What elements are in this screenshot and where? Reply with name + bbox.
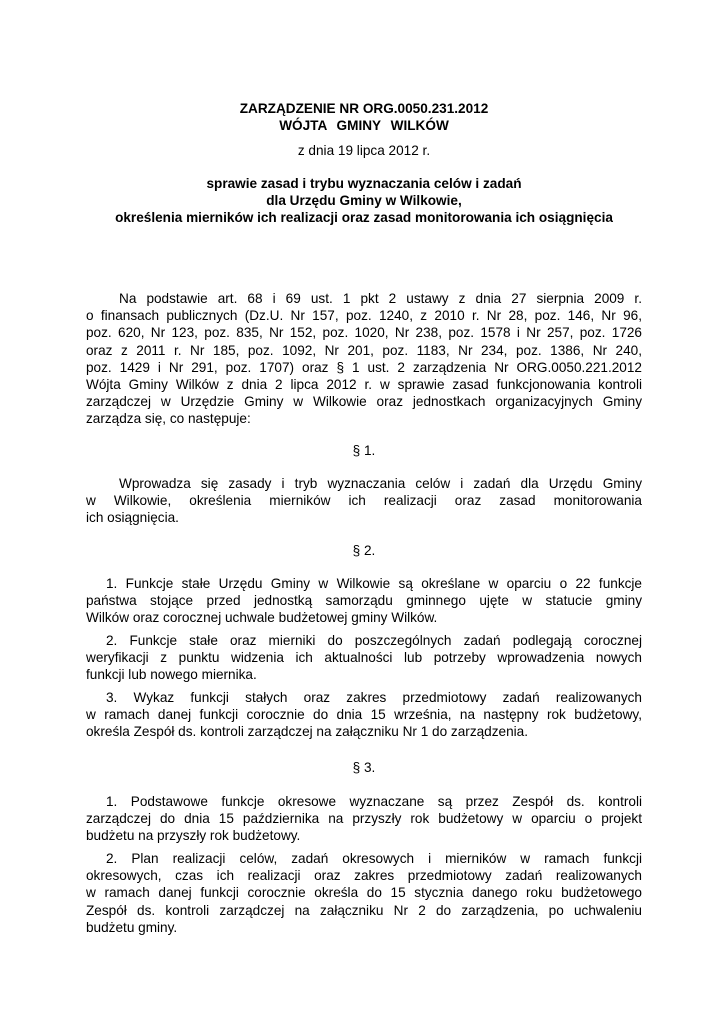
text-line: Na podstawie art. 68 i 69 ust. 1 pkt 2 ustawy z dnia 27 sierpnia 2009 r. [119,291,642,306]
section-paragraph [86,475,642,527]
text-line: zarządczej do dnia 15 października na przyszły rok budżetowy w oparciu o projekt [86,811,642,827]
text-line: Zespół ds. kontroli zarządczej na załączniku Nr 2 do zarządzenia, po uchwaleniu [86,902,642,918]
text-line: państwa stojące przed jednostką samorządu gminnego ujęte w statucie gminy [86,593,642,609]
text-line: budżetu gminy. [86,919,178,935]
text-line: poz. 1429 i Nr 291, poz. 1707) oraz § 1 ust. 2 zarządzenia Nr ORG.0050.221.2012 [86,359,642,375]
text-line: zarządza się, co następuje: [86,411,251,427]
text-line: określa Zespół ds. kontroli zarządczej na załączniku Nr 1 do zarządzenia. [86,724,529,740]
document-title: ZARZĄDZENIE NR ORG.0050.231.2012 [239,101,489,116]
section-heading: § 2. [352,543,376,558]
text-line: Wprowadza się zasady i tryb wyznaczania celów i zadań dla Urzędu Gminy [119,476,642,491]
issuer-title: WÓJTA GMINY WILKÓW [279,118,449,133]
text-line: okresowych, czas ich realizacji oraz zakres przedmiotowy zadań realizowanych [86,868,642,884]
text-line: funkcji lub nowego miernika. [86,667,257,683]
section-paragraph [86,632,642,684]
text-line: zarządczej w Urzędzie Gminy w Wilkowie oraz jednostkach organizacyjnych Gminy [86,394,642,410]
section-heading: § 3. [352,760,376,775]
section-heading: § 1. [352,443,376,458]
section-paragraph [86,575,642,627]
text-line: w ramach danej funkcji corocznie do dnia 15 września, na następny rok budżetowy, [86,707,642,723]
text-line: ich osiągnięcia. [86,510,179,526]
text-line: 3. Wykaz funkcji stałych oraz zakres przedmiotowy zadań realizowanych [106,690,642,705]
text-line: 1. Funkcje stałe Urzędu Gminy w Wilkowie są określane w oparciu o 22 funkcje [106,576,642,591]
text-line: o finansach publicznych (Dz.U. Nr 157, poz. 1240, z 2010 r. Nr 28, poz. 146, Nr 96, [86,308,642,324]
text-line: 2. Funkcje stałe oraz mierniki do poszczególnych zadań podlegają corocznej [106,633,642,648]
section-paragraph [86,689,642,741]
text-line: 1. Podstawowe funkcje okresowe wyznaczane są przez Zespół ds. kontroli [106,794,642,809]
text-line: 2. Plan realizacji celów, zadań okresowych i mierników w ramach funkcji [106,851,642,866]
text-line: w ramach danej funkcji corocznie określa do 15 stycznia danego roku budżetowego [86,885,642,901]
subject-line: sprawie zasad i trybu wyznaczania celów i zadań [206,176,522,191]
section-paragraph [86,793,642,845]
section-paragraph [86,850,642,936]
subject-line: dla Urzędu Gminy w Wilkowie, [266,193,462,209]
text-line: oraz z 2011 r. Nr 185, poz. 1092, Nr 201, poz. 1183, Nr 234, poz. 1386, Nr 240, [86,342,642,358]
text-line: weryfikacji z punktu widzenia ich aktualności lub potrzeby wprowadzenia nowych [86,650,642,666]
text-line: w Wilkowie, określenia mierników ich realizacji oraz zasad monitorowania [86,493,642,509]
subject-line: określenia mierników ich realizacji oraz zasad monitorowania ich osiągnięcia [115,210,613,226]
document-subject [86,175,642,227]
text-line: Wójta Gminy Wilków z dnia 2 lipca 2012 r. w sprawie zasad funkcjonowania kontroli [86,377,642,393]
preamble-paragraph [86,290,642,428]
text-line: budżetu na przyszły rok budżetowy. [86,828,301,844]
text-line: Wilków oraz corocznej uchwale budżetowej gminy Wilków. [86,610,438,626]
text-line: poz. 620, Nr 123, poz. 835, Nr 152, poz. 1020, Nr 238, poz. 1578 i Nr 257, poz. 1726 [86,325,642,341]
document-date: z dnia 19 lipca 2012 r. [297,143,431,158]
